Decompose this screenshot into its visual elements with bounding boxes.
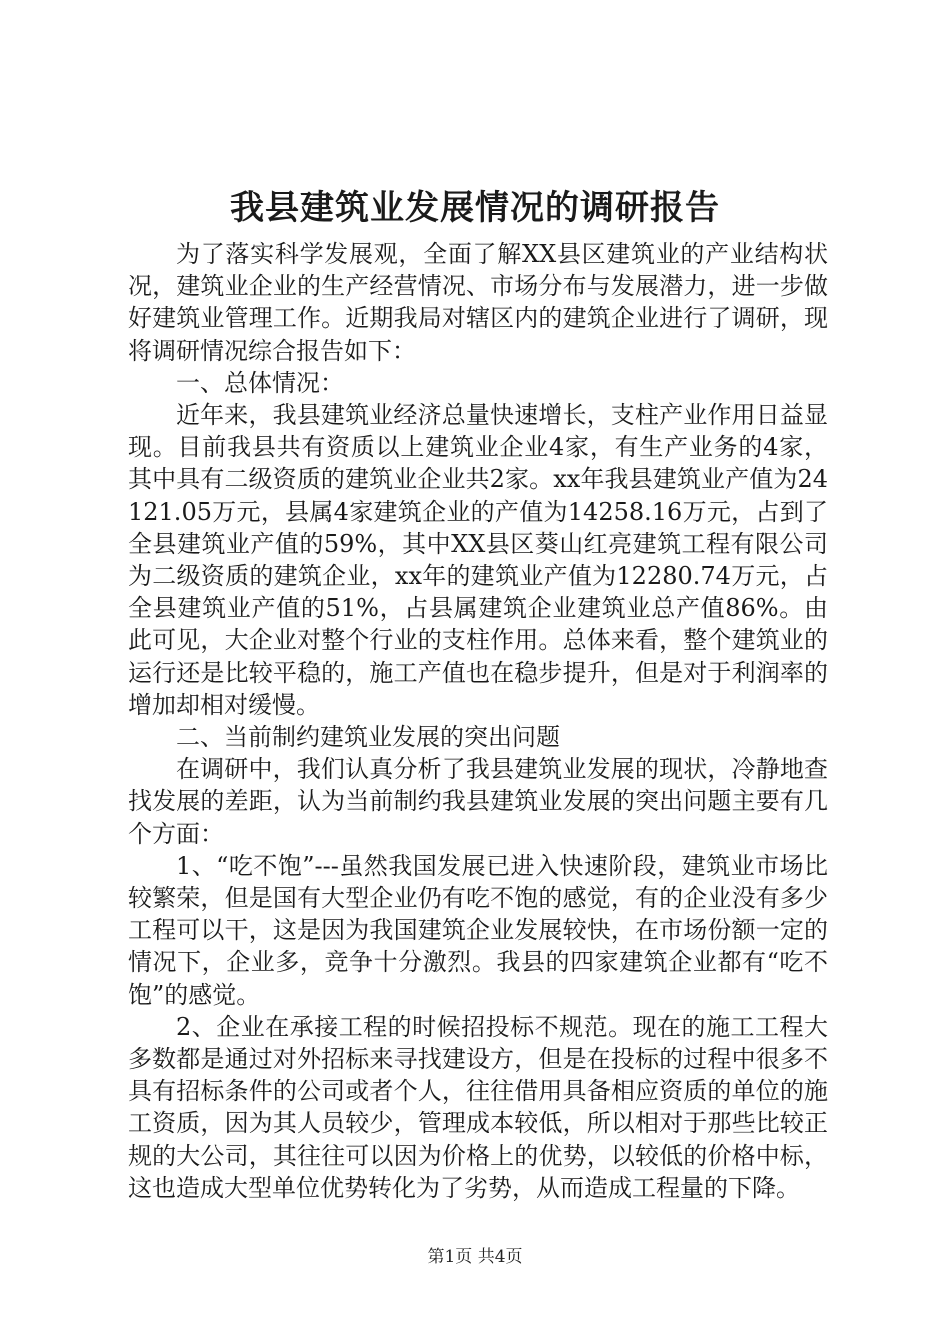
section-heading-problems: 二、当前制约建筑业发展的突出问题 [176, 723, 560, 752]
paragraph-problem-1: 1、“吃不饱”---虽然我国发展已进入快速阶段，建筑业市场比较繁荣，但是国有大型企业仍有吃不饱的感觉，有的企业没有多少工程可以干，这是因为我国建筑企业发展较快，在市场份额一定的情况下，企业多，竞争十分激烈。我县的四家建筑企业都有“吃不饱”的感觉。 [128, 851, 828, 1009]
paragraph-intro: 为了落实科学发展观，全面了解XX县区建筑业的产业结构状况，建筑业企业的生产经营情况、市场分布与发展潜力，进一步做好建筑业管理工作。近期我局对辖区内的建筑企业进行了调研，现将调研情况综合报告如下： [128, 240, 828, 365]
document-title: 我县建筑业发展情况的调研报告 [230, 188, 720, 228]
paragraph-problems-intro: 在调研中，我们认真分析了我县建筑业发展的现状，冷静地查找发展的差距，认为当前制约我县建筑业发展的突出问题主要有几个方面： [128, 755, 828, 848]
paragraph-overview: 近年来，我县建筑业经济总量快速增长，支柱产业作用日益显现。目前我县共有资质以上建筑业企业4家，有生产业务的4家，其中具有二级资质的建筑业企业共2家。xx年我县建筑业产值为24121.05万元，县属4家建筑企业的产值为14258.16万元，占到了全县建筑业产值的59%，其中XX县区葵山红亮建筑工程有限公司为二级资质的建筑企业，xx年的建筑业产值为12280.74万元，占全县建筑业产值的51%，占县属建筑企业建筑业总产值86%。由此可见，大企业对整个行业的支柱作用。总体来看，整个建筑业的运行还是比较平稳的，施工产值也在稳步提升，但是对于利润率的增加却相对缓慢。 [128, 401, 828, 719]
section-heading-overview: 一、总体情况： [176, 368, 344, 397]
paragraph-problem-2: 2、企业在承接工程的时候招投标不规范。现在的施工工程大多数都是通过对外招标来寻找建设方，但是在投标的过程中很多不具有招标条件的公司或者个人，往往借用具备相应资质的单位的施工资质，因为其人员较少，管理成本较低，所以相对于那些比较正规的大公司，其往往可以因为价格上的优势，以较低的价格中标，这也造成大型单位优势转化为了劣势，从而造成工程量的下降。 [128, 1012, 828, 1202]
document-body [128, 238, 828, 1204]
page-number-footer: 第1页 共4页 [427, 1247, 523, 1267]
